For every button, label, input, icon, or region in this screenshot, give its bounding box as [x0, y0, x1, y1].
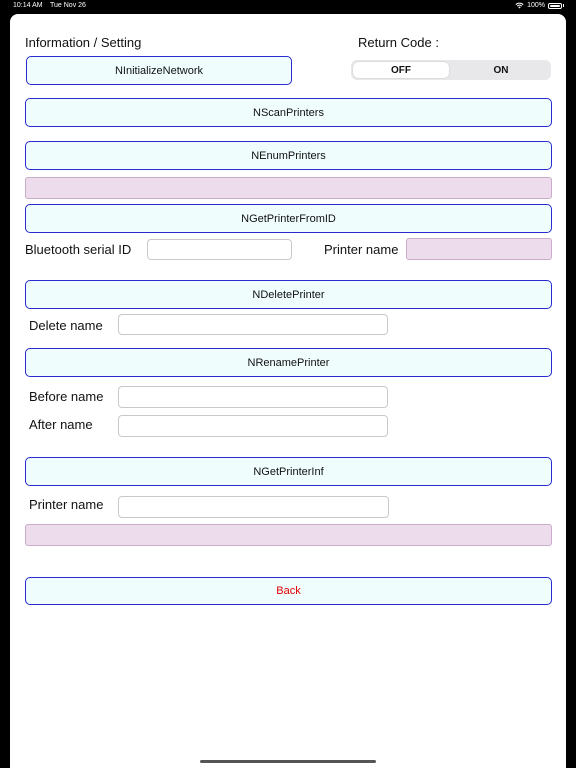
battery-cap	[563, 4, 564, 7]
initialize-network-button[interactable]: NInitializeNetwork	[26, 56, 292, 85]
back-button[interactable]: Back	[25, 577, 552, 605]
printer-name-result	[406, 238, 552, 260]
settings-sheet	[10, 14, 566, 768]
printer-inf-result	[25, 524, 552, 546]
return-code-off-segment[interactable]: OFF	[353, 62, 449, 78]
return-code-on-segment[interactable]: ON	[493, 64, 509, 76]
enum-printers-result	[25, 177, 552, 199]
return-code-label: Return Code :	[358, 35, 439, 50]
get-printer-from-id-button[interactable]: NGetPrinterFromID	[25, 204, 552, 233]
get-printer-inf-button[interactable]: NGetPrinterInf	[25, 457, 552, 486]
battery-icon	[548, 3, 562, 9]
status-right	[515, 2, 564, 9]
inf-printer-name-field[interactable]	[118, 496, 389, 518]
wifi-icon	[515, 2, 524, 9]
status-time: 10:14 AM	[13, 2, 43, 9]
before-name-field[interactable]	[118, 386, 388, 408]
delete-name-field[interactable]	[118, 314, 388, 335]
scan-printers-button[interactable]: NScanPrinters	[25, 98, 552, 127]
bluetooth-serial-id-field[interactable]	[147, 239, 292, 260]
home-indicator[interactable]	[200, 760, 376, 763]
delete-name-label: Delete name	[29, 318, 103, 333]
bluetooth-serial-id-label: Bluetooth serial ID	[25, 242, 132, 257]
delete-printer-button[interactable]: NDeletePrinter	[25, 280, 552, 309]
printer-name-label: Printer name	[324, 242, 399, 257]
status-bar	[0, 0, 576, 13]
status-date: Tue Nov 26	[50, 2, 86, 9]
inf-printer-name-label: Printer name	[29, 497, 104, 512]
battery-percent: 100%	[527, 2, 545, 9]
enum-printers-button[interactable]: NEnumPrinters	[25, 141, 552, 170]
rename-printer-button[interactable]: NRenamePrinter	[25, 348, 552, 377]
return-code-segmented-control[interactable]	[351, 60, 551, 80]
page-title: Information / Setting	[25, 35, 142, 50]
after-name-field[interactable]	[118, 415, 388, 437]
before-name-label: Before name	[29, 389, 104, 404]
after-name-label: After name	[29, 417, 93, 432]
